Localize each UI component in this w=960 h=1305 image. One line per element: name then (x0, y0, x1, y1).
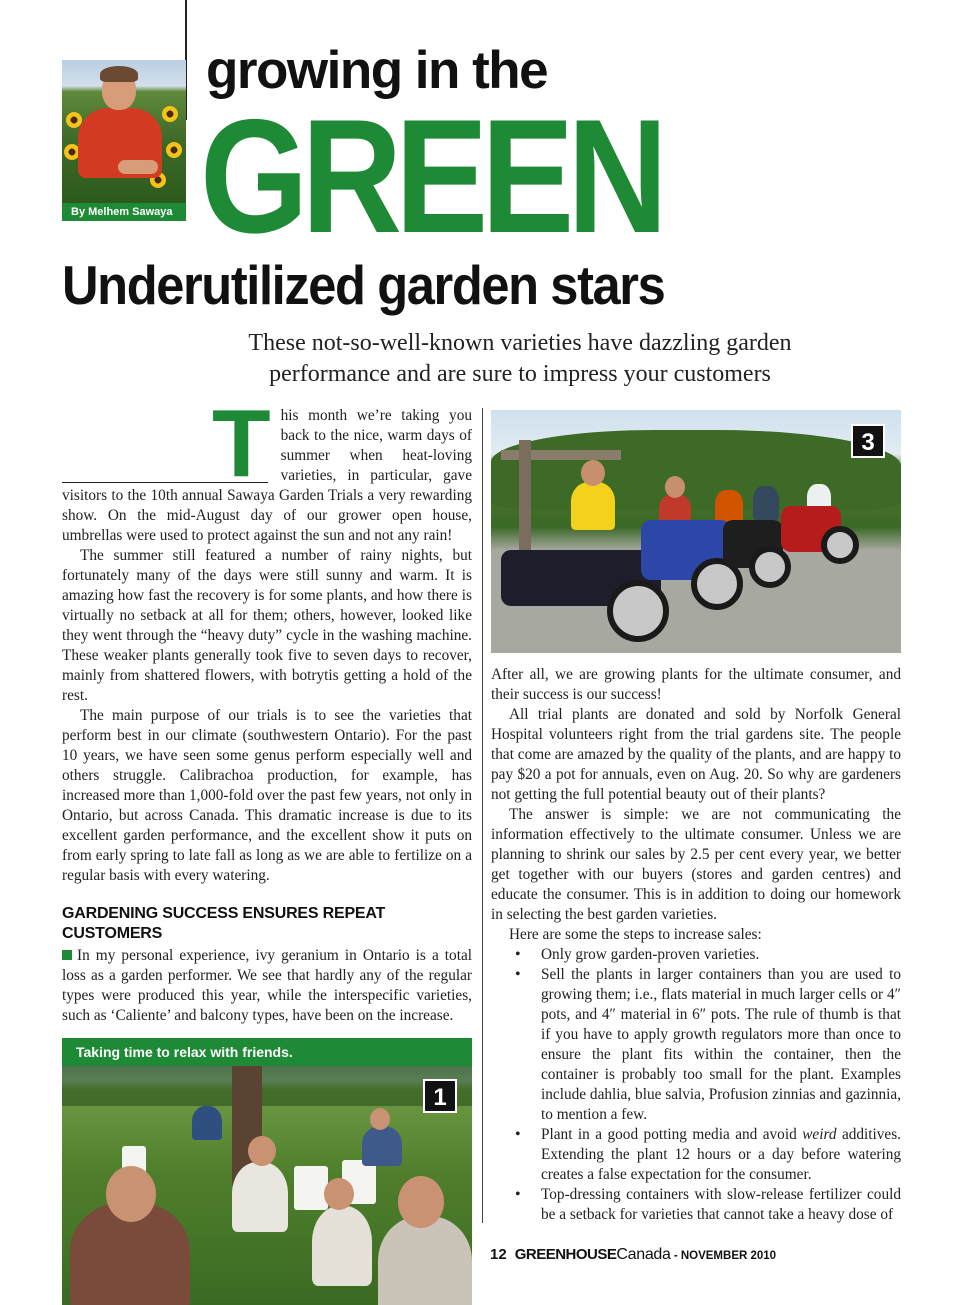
sunflower-shape (162, 106, 178, 122)
headline: Underutilized garden stars (62, 254, 665, 316)
deck-subtitle: These not-so-well-known varieties have dazzling garden performance and are sure to impress your customers (248, 330, 792, 387)
rider-figure (571, 482, 615, 530)
rider-head (581, 460, 605, 486)
paragraph-7: The answer is simple: we are not communicating the information effectively to the ultimate consumer. Unless we are planning to shrink our sales by 2.5 per cent every year, we better get together with our buyers (stores and garden centres) and educate the consumer. This is in addition to doing our homework in selecting the best garden varieties. (491, 806, 901, 923)
right-column (491, 665, 901, 1225)
person-head (398, 1176, 444, 1228)
person-head (370, 1108, 390, 1130)
motorcycle-wheel (821, 526, 859, 564)
magazine-name-light: Canada (616, 1246, 671, 1263)
left-column (62, 390, 472, 1026)
paragraph-2: The summer still featured a number of rainy nights, but fortunately many of the days were still sunny and warm. It is amazing how fast the recovery is for some plants, and how there is virtually no setback at all for them; others, however, looked like they went through the “heavy duty” cycle in the washing machine. These weaker plants generally took five to seven days to recover, mainly from shattered flowers, with botrytis getting a hold of the rest. (62, 547, 472, 704)
rider-head (665, 476, 685, 498)
green-square-icon (62, 950, 72, 960)
list-item: • Sell the plants in larger containers than you are used to growing them; i.e., flats material in much larger cells or 4″ pots, and 4″ material in 6″ pots. The rule of thumb is that if you have to apply growth regulators more than once to ensure the plant fits within the container, then the container is probably too small for the plant. Examples include dahlia, blue salvia, Profusion zinnias and gazinnia, to mention a few. (515, 965, 901, 1125)
tree-canopy (62, 1066, 472, 1106)
person-figure (312, 1206, 372, 1286)
photo-3-number-badge: 3 (851, 424, 885, 458)
person-head (106, 1166, 156, 1222)
pergola-post (519, 440, 531, 560)
person-figure (232, 1162, 288, 1232)
magazine-name-bold: GREENHOUSE (514, 1246, 617, 1263)
list-item (515, 1125, 901, 1185)
column-divider (482, 408, 483, 1223)
person-figure (192, 1106, 222, 1140)
paragraph-5: After all, we are growing plants for the ultimate consumer, and their success is our success! (491, 666, 901, 703)
list-item-text: Plant in a good potting media and avoid (541, 1126, 797, 1143)
drop-cap: T (212, 390, 271, 497)
photo-3-motorcycles (491, 410, 901, 653)
person-head (248, 1136, 276, 1166)
list-item-emphasis: weird (802, 1126, 837, 1143)
lawn-chair (294, 1166, 328, 1210)
paragraph-4-text: In my personal experience, ivy geranium in Ontario is a total loss as a garden performer. We see that hardly any of the regular types were produced this year, while the interspecific varieties, such as ‘Caliente’ and balcony types, have been on the increase. (62, 947, 472, 1024)
person-figure (378, 1216, 472, 1305)
column-title: GREEN (200, 86, 662, 267)
page-number: 12 (490, 1246, 507, 1263)
page-footer (490, 1246, 776, 1264)
list-item: • Top-dressing containers with slow-release fertilizer could be a setback for varieties that cannot take a heavy dose of (515, 1185, 901, 1225)
photo-1-caption: Taking time to relax with friends. (62, 1038, 472, 1066)
author-hair (100, 66, 138, 82)
byline: By Melhem Sawaya (62, 203, 186, 221)
rider-figure (753, 486, 779, 520)
paragraph-3: The main purpose of our trials is to see the varieties that perform best in our climate (southwestern Ontario). For the past 10 years, we have seen some genus perform especially well and others struggle. Calibrachoa production, for example, has increased more than 1,000-fold over the past few years, not only in Ontario, but across Canada. This dramatic increase is due to its excellent garden performance, and the excellent show it puts on from early spring to late fall as long as we are able to fertilize on a regular basis with every watering. (62, 707, 472, 884)
photo-1-relaxing-friends (62, 1066, 472, 1305)
paragraph-6: All trial plants are donated and sold by Norfolk General Hospital volunteers right from the trial gardens site. The people that come are amazed by the quality of the plants, and are happy to pay $20 a pot for annuals, even on Aug. 20. So why are gardeners not getting the full potential beauty out of their plants? (491, 706, 901, 803)
person-head (324, 1178, 354, 1210)
column-kicker: growing in the (206, 41, 548, 100)
paragraph-1 (62, 390, 472, 546)
list-item-text-rest: additives. Extending the plant 12 hours or a day before watering creates a false expectation for the consumer. (541, 1126, 901, 1183)
paragraph-8: Here are some the steps to increase sales: (509, 926, 762, 943)
issue-date: - NOVEMBER 2010 (670, 1250, 777, 1262)
sales-steps-list (515, 945, 901, 1225)
photo-1-number-badge: 1 (423, 1079, 457, 1113)
motorcycle-wheel (749, 546, 791, 588)
person-figure (362, 1126, 402, 1166)
background-trees (491, 430, 901, 510)
sunflower-shape (166, 142, 182, 158)
paragraph-1-text: his month we’re taking you back to the nice, warm days of summer when heat-loving varieties, in particular, gave visitors to the 10th annual Sawaya Garden Trials a very rewarding show. On the mid-August day of our grower open house, umbrellas were used to protect against the sun and not any rain! (62, 407, 472, 544)
motorcycle-wheel (607, 580, 669, 642)
section-heading: GARDENING SUCCESS ENSURES REPEAT CUSTOMERS (62, 905, 386, 942)
rider-figure (715, 490, 743, 524)
paragraph-4 (62, 946, 472, 1026)
author-arm (118, 160, 158, 174)
list-item: • Only grow garden-proven varieties. (515, 945, 901, 965)
author-photo (62, 60, 186, 204)
